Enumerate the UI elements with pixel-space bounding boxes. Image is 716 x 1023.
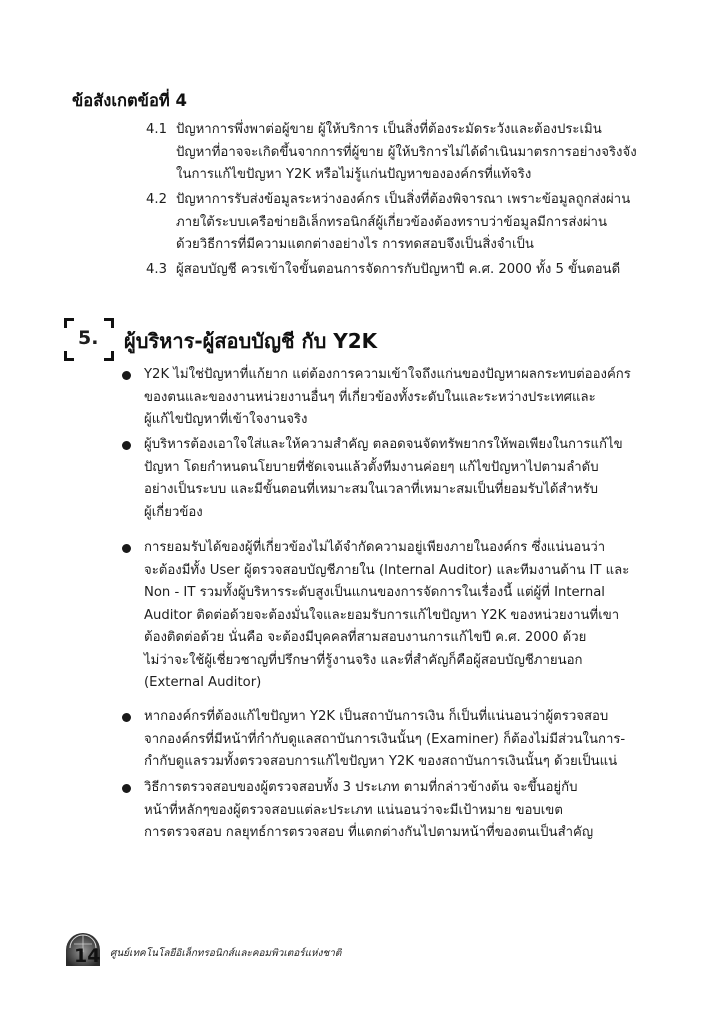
text-line: การตรวจสอบ กลยุทธ์การตรวจสอบ ที่แตกต่างกันไปตามหน้าที่ของตนเป็นสำคัญ <box>144 825 594 840</box>
bullet-item <box>118 364 638 432</box>
observation-title: ข้อสังเกตข้อที่ 4 <box>72 91 187 110</box>
bullet-item <box>118 777 638 845</box>
bracket-corner <box>104 318 114 328</box>
text-line: ผู้แก้ไขปัญหาที่เข้าใจงานจริง <box>144 412 308 427</box>
text-line: Y2K ไม่ใช่ปัญหาที่แก้ยาก แต่ต้องการความเข้าใจถึงแก่นของปัญหาผลกระทบต่อองค์กร <box>144 367 631 382</box>
text-line: ต้องติดต่อด้วย นั่นคือ จะต้องมีบุคคลที่สามสอบงานการแก้ไขปี ค.ศ. 2000 ด้วย <box>144 630 587 645</box>
text-line: ผู้เกี่ยวข้อง <box>144 504 203 520</box>
text-line: Auditor ติดต่อด้วยจะต้องมั่นใจและยอมรับการแก้ไขปัญหา Y2K ของหน่วยงานที่เขา <box>144 607 620 623</box>
text-line: การยอมรับได้ของผู้ที่เกี่ยวข้องไม่ได้จำกัดความอยู่เพียงภายในองค์กร ซึ่งแน่นอนว่า <box>144 540 606 555</box>
text-line: ไม่ว่าจะใช้ผู้เชี่ยวชาญที่ปรึกษาที่รู้งานจริง และที่สำคัญก็คือผู้สอบบัญชีภายนอก <box>144 652 583 668</box>
text-line: วิธีการตรวจสอบของผู้ตรวจสอบทั้ง 3 ประเภท ตามที่กล่าวข้างต้น จะขึ้นอยู่กับ <box>144 780 578 795</box>
text-line: กำกับดูแลรวมทั้งตรวจสอบการแก้ไขปัญหา Y2K ของสถาบันการเงินนั้นๆ ด้วยเป็นแน่ <box>144 754 618 769</box>
bracket-corner <box>104 351 114 361</box>
text-line: ผู้สอบบัญชี ควรเข้าใจขั้นตอนการจัดการกับปัญหาปี ค.ศ. 2000 ทั้ง 5 ขั้นตอนดี <box>176 262 621 277</box>
text-line: ปัญหาการรับส่งข้อมูลระหว่างองค์กร เป็นสิ่งที่ต้องพิจารณา เพราะข้อมูลถูกส่งผ่าน <box>176 192 631 207</box>
observation-item <box>148 259 638 282</box>
item-number: 4.3 <box>146 262 167 277</box>
footer-organization: ศูนย์เทคโนโลยีอิเล็กทรอนิกส์และคอมพิวเตอร์แห่งชาติ <box>110 948 342 959</box>
observation-item <box>148 119 638 187</box>
text-line: ปัญหาการพึ่งพาต่อผู้ขาย ผู้ให้บริการ เป็นสิ่งที่ต้องระมัดระวังและต้องประเมิน <box>176 122 602 137</box>
bullet-icon <box>122 713 131 722</box>
bracket-corner <box>64 318 74 328</box>
text-line: ปัญหา โดยกำหนดนโยบายที่ชัดเจนแล้วตั้งทีมงานค่อยๆ แก้ไขปัญหาไปตามลำดับ <box>144 459 599 475</box>
observation-item <box>148 189 638 257</box>
text-line: ปัญหาที่อาจจะเกิดขึ้นจากการที่ผู้ขาย ผู้ให้บริการไม่ได้ดำเนินมาตรการอย่างจริงจัง <box>176 144 637 160</box>
text-line: (External Auditor) <box>144 675 262 690</box>
page-footer <box>64 930 364 970</box>
bracket-corner <box>64 351 74 361</box>
text-line: ภายใต้ระบบเครือข่ายอิเล็กทรอนิกส์ผู้เกี่ยวข้องต้องทราบว่าข้อมูลมีการส่งผ่าน <box>176 214 607 230</box>
text-line: อย่างเป็นระบบ และมีขั้นตอนที่เหมาะสมในเวลาที่เหมาะสมเป็นที่ยอมรับได้สำหรับ <box>144 482 599 497</box>
bullet-icon <box>122 371 131 380</box>
text-line: ของตนและของงานหน่วยงานอื่นๆ ที่เกี่ยวข้องทั้งระดับในและระหว่างประเทศและ <box>144 389 596 405</box>
text-line: หน้าที่หลักๆของผู้ตรวจสอบแต่ละประเภท แน่นอนว่าจะมีเป้าหมาย ขอบเขต <box>144 802 563 818</box>
bullet-icon <box>122 784 131 793</box>
bullet-item <box>118 537 638 695</box>
text-line: ในการแก้ไขปัญหา Y2K หรือไม่รู้แก่นปัญหาขององค์กรที่แท้จริง <box>176 167 532 182</box>
section-title: ผู้บริหาร-ผู้สอบบัญชี กับ Y2K <box>124 329 378 353</box>
item-number: 4.2 <box>146 192 167 207</box>
text-line: หากองค์กรที่ต้องแก้ไขปัญหา Y2K เป็นสถาบันการเงิน ก็เป็นที่แน่นอนว่าผู้ตรวจสอบ <box>144 709 609 724</box>
page-number: 14 <box>74 945 101 967</box>
text-line: ด้วยวิธีการที่มีความแตกต่างอย่างไร การทดสอบจึงเป็นสิ่งจำเป็น <box>176 237 534 252</box>
item-number: 4.1 <box>146 122 167 137</box>
text-line: จากองค์กรที่มีหน้าที่กำกับดูแลสถาบันการเงินนั้นๆ (Examiner) ก็ต้องไม่มีส่วนในการ- <box>144 731 626 747</box>
bullet-icon <box>122 441 131 450</box>
text-line: ผู้บริหารต้องเอาใจใส่และให้ความสำคัญ ตลอดจนจัดทรัพยากรให้พอเพียงในการแก้ไข <box>144 437 623 452</box>
text-line: Non - IT รวมทั้งผู้บริหารระดับสูงเป็นแกนของการจัดการในเรื่องนี้ แต่ผู้ที่ Internal <box>144 585 605 600</box>
text-line: จะต้องมีทั้ง User ผู้ตรวจสอบบัญชีภายใน (Internal Auditor) และทีมงานด้าน IT และ <box>144 562 630 578</box>
bullet-item <box>118 706 638 774</box>
bullet-icon <box>122 544 131 553</box>
section-number: 5. <box>78 327 99 349</box>
bullet-item <box>118 434 638 524</box>
